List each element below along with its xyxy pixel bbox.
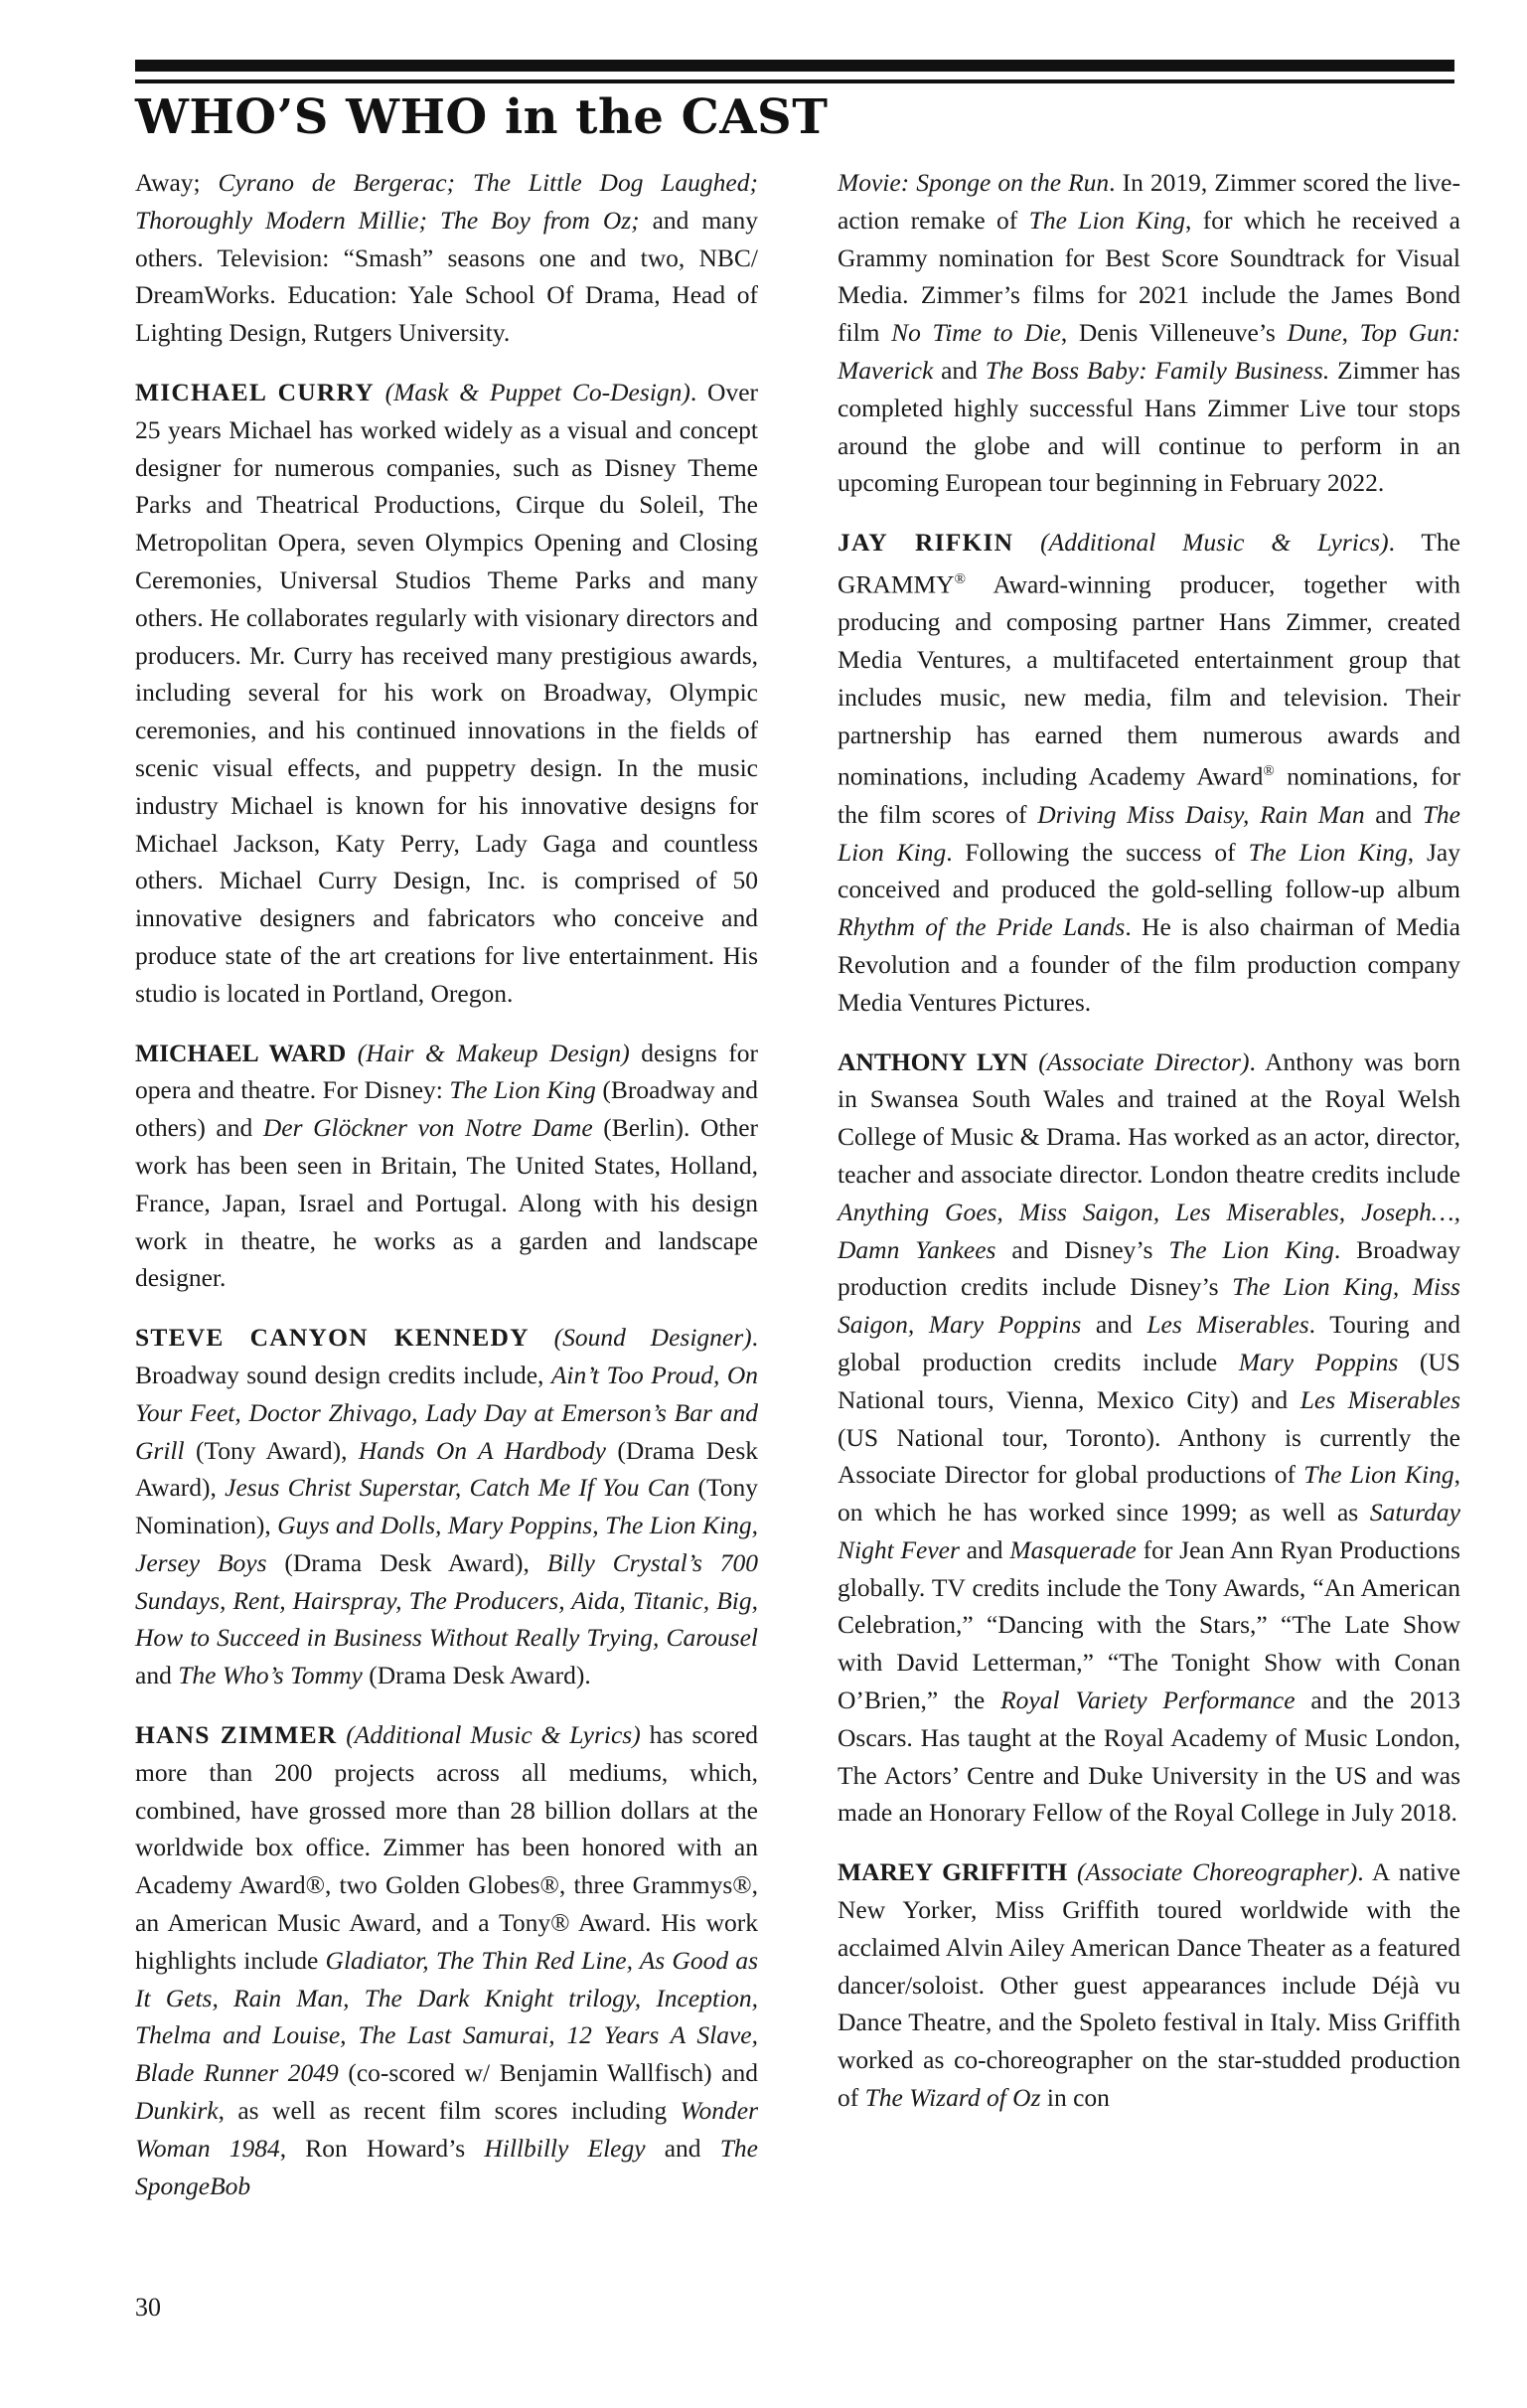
- bio-role: (Associate Choreographer): [1077, 1857, 1358, 1887]
- registered-mark: ®: [1263, 763, 1275, 780]
- bio-anthony-lyn: ANTHONY LYN (Associate Director). Anthony was born in Swansea South Wales and trained at the Royal Welsh College of Music & Drama. Has worked as an actor, director, teacher and associate director. London theatre credits include Anything Goes, Miss Saigon, Les Miserables, Joseph…, Damn Yankees and Disney’s The Lion King. Broadway production credits include Disney’s The Lion King, Miss Saigon, Mary Poppins and Les Miserables. Touring and global production credits include Mary Poppins (US National tours, Vienna, Mexico City) and Les Miserables (US National tour, Toronto). Anthony is currently the Associate Director for global productions of The Lion King, on which he has worked since 1999; as well as Saturday Night Fever and Masquerade for Jean Ann Ryan Productions globally. TV credits include the Tony Awards, “An American Celebration,” “Dancing with the Stars,” “The Late Show with David Letterman,” “The Tonight Show with Conan O’Brien,” the Royal Variety Performance and the 2013 Oscars. Has taught at the Royal Academy of Music London, The Actors’ Centre and Duke University in the US and was made an Honorary Fellow of the Royal College in July 2018.: [838, 1046, 1460, 1828]
- bio-steve-canyon-kennedy: STEVE CANYON KENNEDY (Sound Designer). Broadway sound design credits include, Ain’t Too Proud, On Your Feet, Doctor Zhivago, Lady Day at Emerson’s Bar and Grill (Tony Award), Hands On A Hardbody (Drama Desk Award), Jesus Christ Superstar, Catch Me If You Can (Tony Nomination), Guys and Dolls, Mary Poppins, The Lion King, Jersey Boys (Drama Desk Award), Billy Crystal’s 700 Sundays, Rent, Hairspray, The Producers, Aida, Titanic, Big, How to Succeed in Business Without Really Trying, Carousel and The Who’s Tommy (Drama Desk Award).: [135, 1323, 759, 1690]
- bio-hans-zimmer: HANS ZIMMER (Additional Music & Lyrics) has scored more than 200 projects across all mediums, which, combined, have grossed more than 28 billion dollars at the worldwide box office. Zimmer has been honored with an Academy Award®, two Golden Globes®, three Grammys®, an American Music Award, and a Tony® Award. His work highlights include Gladiator, The Thin Red Line, As Good as It Gets, Rain Man, The Dark Knight trilogy, Inception, Thelma and Louise, The Last Samurai, 12 Years A Slave, Blade Runner 2049 (co-scored w/ Benjamin Wallfisch) and Dunkirk, as well as recent film scores including Wonder Woman 1984, Ron Howard’s Hillbilly Elegy and The SpongeBob: [135, 1720, 759, 2200]
- page-number: 30: [135, 2293, 161, 2322]
- bio-name: ANTHONY LYN: [838, 1046, 1028, 1076]
- page-title: WHO’S WHO in the CAST: [135, 89, 829, 145]
- header-rule-thin: [135, 80, 1454, 83]
- bio-michael-ward: MICHAEL WARD (Hair & Makeup Design) designs for opera and theatre. For Disney: The Lion King (Broadway and others) and Der Glöckner von Notre Dame (Berlin). Other work has been seen in Britain, The United States, Holland, France, Japan, Israel and Portugal. Along with his design work in theatre, he works as a garden and landscape designer.: [135, 1038, 758, 1293]
- bio-continued-paragraph: Away; Cyrano de Bergerac; The Little Dog Laughed; Thoroughly Modern Millie; The Boy from Oz; and many others. Television: “Smash” seasons one and two, NBC/ DreamWorks. Education: Yale School Of Drama, Head of Lighting Design, Rutgers University.: [135, 168, 758, 348]
- bio-jay-rifkin: JAY RIFKIN (Additional Music & Lyrics). The GRAMMY® Award-winning producer, together with producing and composing partner Hans Zimmer, created Media Ventures, a multifaceted entertainment group that includes music, new media, film and television. Their partnership has earned them numerous awards and nominations, including Academy Award® nominations, for the film scores of Driving Miss Daisy, Rain Man and The Lion King. Following the success of The Lion King, Jay conceived and produced the gold-selling follow-up album Rhythm of the Pride Lands. He is also chairman of Media Revolution and a founder of the film production company Media Ventures Pictures.: [838, 528, 1460, 1017]
- registered-mark: ®: [954, 570, 967, 587]
- bio-role: (Mask & Puppet Co-Design): [384, 377, 690, 406]
- bio-name: STEVE CANYON KENNEDY: [135, 1323, 530, 1353]
- bio-role: (Sound Designer): [553, 1323, 752, 1353]
- bio-name: MICHAEL WARD: [135, 1038, 347, 1067]
- bio-michael-curry: MICHAEL CURRY (Mask & Puppet Co-Design). Over 25 years Michael has worked widely as a visual and concept designer for numerous companies, such as Disney Theme Parks and Theatrical Productions, Cirque du Soleil, The Metropolitan Opera, seven Olympics Opening and Closing Ceremonies, Universal Studios Theme Parks and many others. He collaborates regularly with visionary directors and producers. Mr. Curry has received many prestigious awards, including several for his work on Broadway, Olympic ceremonies, and his continued innovations in the fields of scenic visual effects, and puppetry design. In the music industry Michael is known for his innovative designs for Michael Jackson, Katy Perry, Lady Gaga and countless others. Michael Curry Design, Inc. is comprised of 50 innovative designers and fabricators who conceive and produce state of the art creations for live entertainment. His studio is located in Portland, Oregon.: [135, 377, 759, 1008]
- bio-hans-zimmer-continued: Movie: Sponge on the Run. In 2019, Zimmer scored the live-action remake of The Lion King, for which he received a Grammy nomination for Best Score Soundtrack for Visual Media. Zimmer’s films for 2021 include the James Bond film No Time to Die, Denis Villeneuve’s Dune, Top Gun: Maverick and The Boss Baby: Family Business. Zimmer has completed highly successful Hans Zimmer Live tour stops around the globe and will continue to perform in an upcoming European tour beginning in February 2022.: [838, 168, 1460, 498]
- bio-role: (Additional Music & Lyrics): [346, 1720, 641, 1750]
- bio-role: (Associate Director): [1038, 1046, 1250, 1076]
- header-rule-thick: [135, 60, 1454, 72]
- bio-name: MICHAEL CURRY: [135, 377, 375, 406]
- bio-role: (Hair & Makeup Design): [357, 1038, 630, 1067]
- bio-role: (Additional Music & Lyrics): [1040, 528, 1389, 558]
- bio-name: JAY RIFKIN: [838, 528, 1014, 558]
- bio-name: MAREY GRIFFITH: [838, 1857, 1068, 1887]
- right-column: [838, 164, 1460, 2139]
- left-column: [135, 164, 758, 2226]
- bio-marey-griffith: MAREY GRIFFITH (Associate Choreographer). A native New Yorker, Miss Griffith toured worldwide with the acclaimed Alvin Ailey American Dance Theater as a featured dancer/soloist. Other guest appearances include Déjà vu Dance Theatre, and the Spoleto festival in Italy. Miss Griffith worked as co-choreographer on the star-studded production of The Wizard of Oz in con: [838, 1857, 1460, 2113]
- bio-name: HANS ZIMMER: [135, 1720, 338, 1750]
